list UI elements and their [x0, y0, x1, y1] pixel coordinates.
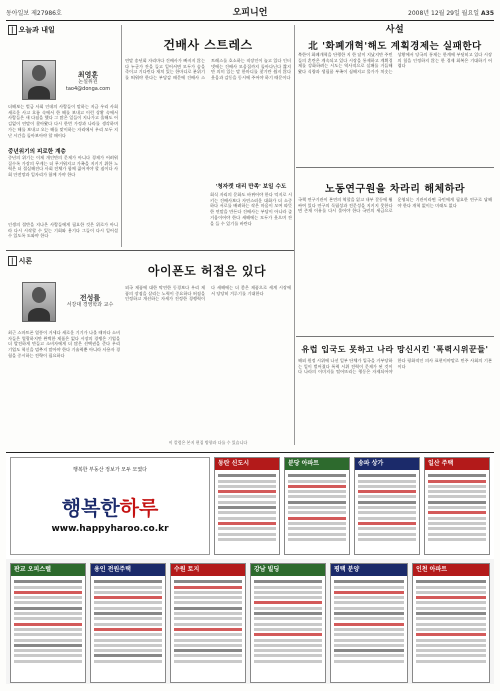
ad-url-link[interactable]: www.happyharoo.co.kr	[51, 524, 169, 534]
column-title: 아이폰도 허접은 있다	[147, 264, 267, 278]
ad-logo-box	[10, 457, 210, 555]
author-photo	[22, 282, 56, 322]
section-rule	[6, 250, 294, 251]
column-subhead: 중년위기의 피로한 계층	[8, 149, 66, 155]
ad-listing[interactable]: 인천 아파트	[412, 563, 490, 683]
real-estate-ad	[6, 452, 494, 684]
column-label: | 오늘과 내일	[8, 25, 55, 35]
editorial-rule	[296, 167, 494, 168]
column-body: 인생의 절반을 지나온 사람들에게 필요한 것은 위로가 아니라 다시 시작할 수 있는 기회와 용기다 그들이 다시 일어설 수 있도록 도와야 한다	[8, 222, 118, 239]
author-byline: 전성률 서강대 경영학과 교수	[66, 294, 114, 308]
header-rule	[6, 20, 494, 21]
ad-listing[interactable]: 평택 분양	[330, 563, 408, 683]
column-footnote: 이 칼럼은 본지 편집 방향과 다를 수 있습니다	[168, 440, 248, 445]
editorial-title: 유럽 입국도 못하고 나라 망신시킨 '폭력시위꾼들'	[301, 345, 489, 354]
editorial-rule	[296, 336, 494, 337]
column-body: 연말 송년회 자리마다 건배사가 빠지지 않는다 누군가 잔을 들고 일어서면 모두가 숨을 죽이고 기다린다 재치 있는 한마디로 분위기를 띄워야 한다는 부담감 때문에 건배사 스트레스를 호소하는 직장인이 늘고 있다 인터넷에는 건배사 모음집까지 돌아다닌다 짧지만 의미 있는 말 한마디를 찾기란 쉽지 않다 웃음과 감동을 동시에 주어야 하기 때문이다	[125, 58, 291, 81]
section-title: 오피니언	[232, 8, 268, 18]
page-date: 2008년 12월 29일 월요일 A35	[408, 10, 494, 17]
paper-name: 동아일보 제27986호	[6, 10, 62, 17]
editorial-body: 북한이 화폐개혁을 단행한 지 한 달이 지났지만 주민들의 혼란은 계속되고 있다 시장을 통제하고 계획경제를 강화하려는 시도는 역사적으로 실패를 거듭해 왔다 식량과 생필품 부족이 심해지고 물가가 치솟는 상황에서 당국의 통제는 한계에 부딪히고 있다 시장의 힘을 인정하지 않는 한 경제 회복은 기대하기 어렵다	[298, 52, 492, 75]
ad-top-band	[6, 453, 494, 559]
column-body: 중년의 위기는 이제 개인만의 문제가 아니다 경제가 어려워질수록 가장의 무게는 더 무거워지고 가족을 지키기 위한 노력은 더 절실해진다 사회 전체가 함께 짊어져야 할 짐이다 사회 안전망과 일자리가 함께 가야 한다	[8, 155, 118, 178]
editorial-label: 사설	[385, 25, 405, 35]
ad-slogan: 행복한 부동산 정보가 모두 모였다	[73, 467, 147, 473]
ad-brand-logo: 행복한하루	[61, 496, 159, 520]
column-title: 건배사 스트레스	[163, 38, 253, 52]
page-header	[6, 5, 494, 20]
author-byline: 최영훈 논설위원 tao4@donga.com	[65, 71, 111, 92]
editorial-body: 국책 연구기관이 본연의 역할을 잃고 내부 갈등에 휩싸여 있다 연구의 독립성과 전문성을 지키지 못한다면 존재 이유를 다시 물어야 한다 국민의 세금으로 운영되는 기관이라면 국민에게 필요한 연구로 답해야 한다 개혁 없이는 미래도 없다	[298, 197, 492, 214]
ad-bottom-band	[6, 563, 494, 685]
ad-listing[interactable]: 송파 상가	[354, 457, 420, 555]
column-body: 회식 자리의 문화도 바뀌어야 한다 억지로 시키는 건배사보다 자연스러운 대화가 더 소중하다 서로를 배려하는 작은 마음이 모여 따뜻한 연말을 만든다 건배사는 부담이 아니라 즐거움이어야 한다 새해에는 모두가 웃으며 잔을 들 수 있기를 바란다	[210, 192, 292, 226]
column-label: | 시론	[8, 256, 32, 266]
column-subhead: '청자켓 대리 만족' 보일 수도	[215, 184, 287, 190]
column-divider	[294, 25, 295, 445]
column-body: 더해보는 벌금 사회 인데의 사람들이 말하는 지금 우리 사회 새로운 사고 흐름 속에서 한 해를 보내고 이런 상황 속에서 사람들은 새 다짐을 했다 그 많은 일들이 지나가고 올해도 어김없이 연말이 찾아왔다 다시 한번 가정과 나라를 생각하며 가는 해를 보내고 오는 해를 맞이하는 자리에서 우리 모두 지난 시간을 돌아보아야 할 때이다	[8, 104, 118, 138]
editorial-title: 노동연구원을 차라리 해체하라	[324, 184, 466, 195]
ad-listing[interactable]: 강남 빌딩	[250, 563, 326, 683]
ad-listing[interactable]: 용인 전원주택	[90, 563, 166, 683]
column-body: 최근 스마트폰 열풍이 거세다 새로운 기기가 나올 때마다 소비자들은 열광하지만 완벽한 제품은 없다 시장의 경쟁은 기업을 더 발전하게 만들고 소비자에게 더 많은 선택권을 준다 우리 기업도 혁신을 멈추지 말아야 한다 기술력뿐 아니라 사용자 경험을 중시하는 전략이 필요하다	[8, 330, 120, 358]
editorial-title: 北 '화폐개혁'해도 계획경제는 실패한다	[308, 41, 482, 52]
author-photo	[22, 60, 56, 100]
editorial-body: 해외 원정 시위에 나선 일부 단체가 입국을 거부당하는 일이 벌어졌다 폭력 시위 전력이 문제가 된 것이다 나라의 이미지를 떨어뜨리는 행동은 자제되어야 한다 평화적인 의사 표현이야말로 민주 사회의 기본이다	[298, 358, 492, 375]
ad-listing[interactable]: 판교 오피스텔	[10, 563, 86, 683]
ad-listing[interactable]: 수원 토지	[170, 563, 246, 683]
ad-listing[interactable]: 동탄 신도시	[214, 457, 280, 555]
ad-listing[interactable]: 분당 아파트	[284, 457, 350, 555]
column-body: 외국 제품에 대한 막연한 동경보다 우리 제품의 장점을 살리는 노력이 중요하다 허점을 인정하고 개선하는 자세가 진정한 경쟁력이다 새해에는 더 좋은 제품으로 세계 시장에서 당당히 겨루기를 기대한다	[125, 285, 291, 302]
ad-listing[interactable]: 일산 주택	[424, 457, 490, 555]
column-divider	[121, 25, 122, 247]
